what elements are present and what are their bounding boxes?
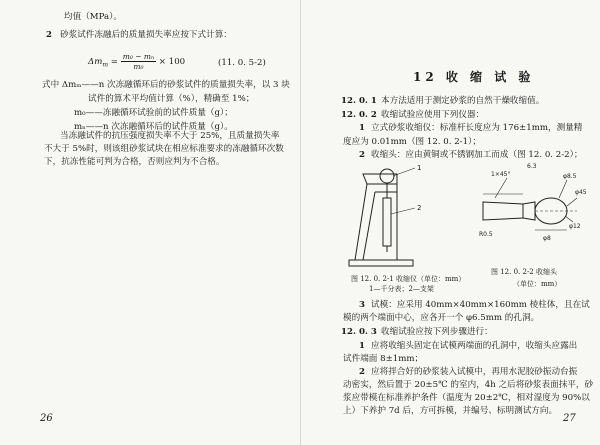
formula-lhs-sub: m xyxy=(102,61,109,69)
item-text: 应将拌合好的砂浆装入试模中，再用水泥胶砂振动台振 xyxy=(371,367,578,377)
clause-text: 收缩试验应使用下列仪器： xyxy=(381,110,485,120)
formula-lhs: Δm xyxy=(88,57,103,67)
clause-number: 12. 0. 2 xyxy=(341,110,377,120)
paragraph-line: 不大于 5%时，则该组砂浆试块在相应标准要求的冻融循环次数 xyxy=(44,144,284,154)
definition-line: m₀——冻融循环试验前的试件质量（g）； xyxy=(74,108,233,118)
item-text: 试模：应采用 40mm×40mm×160mm 棱柱体，且在试 xyxy=(371,300,590,310)
paragraph-line: 下，抗冻性能可判为合格，否则应判为不合格。 xyxy=(44,157,225,167)
formula xyxy=(88,52,185,71)
formula-label: (11. 0. 5-2) xyxy=(218,58,266,68)
formula-eq: = xyxy=(110,57,118,67)
text-line: 砂浆试件冻融后的质量损失率应按下式计算： xyxy=(60,30,232,40)
figure-caption: 图 12. 0. 2-1 收缩仪（单位：mm） xyxy=(351,275,466,283)
paragraph-line: 当冻融试件的抗压强度损失率不大于 25%，且质量损失率 xyxy=(60,131,280,141)
item-text: 立式砂浆收缩仪：标准杆长度应为 176±1mm，测量精 xyxy=(371,123,583,133)
figure-label: R0.5 xyxy=(479,231,493,238)
right-page xyxy=(300,0,600,445)
item-text: 模的两个端面中心，应各开一个 φ6.5mm 的孔洞。 xyxy=(343,313,540,323)
item-number: 2 xyxy=(46,30,52,40)
figure-label: φ8.5 xyxy=(563,173,577,180)
item-text: 度应为 0.01mm（图 12. 0. 2-1）； xyxy=(343,137,481,147)
formula-fraction xyxy=(121,52,156,71)
clause-number: 12. 0. 1 xyxy=(341,96,377,106)
formula-times: × 100 xyxy=(158,57,186,67)
definition-line: 式中 Δmₘ——n 次冻融循环后的砂浆试件的质量损失率，以 3 块 xyxy=(42,80,290,90)
clause-text: 收缩试验应按下列步骤进行： xyxy=(381,327,493,337)
clause-number: 12. 0. 3 xyxy=(341,327,377,337)
page-number: 26 xyxy=(40,413,53,424)
definition-line: mₙ——n 次冻融循环后的试件质量（g）。 xyxy=(74,122,233,132)
item-number: 2 xyxy=(359,150,365,160)
figure-label: 1 xyxy=(417,164,422,172)
formula-numerator: m₀ − mₙ xyxy=(122,52,155,61)
item-text: 动密实，然后置于 20±5℃ 的室内，4h 之后将砂浆表面抹平，砂 xyxy=(343,380,594,390)
page-number: 27 xyxy=(563,413,576,424)
item-number: 2 xyxy=(359,367,365,377)
item-text: 应将收缩头固定在试模两端面的孔洞中，收缩头应露出 xyxy=(371,341,578,351)
figure-subcaption: （单位：mm） xyxy=(513,280,562,288)
figure-subcaption: 1—千分表；2—支架 xyxy=(369,285,434,293)
item-number: 1 xyxy=(359,123,365,133)
item-number: 3 xyxy=(359,300,365,310)
figure-label: 2 xyxy=(417,204,422,212)
clause-text: 本方法适用于测定砂浆的自然干燥收缩值。 xyxy=(381,96,545,106)
shrinkage-apparatus-figure xyxy=(345,162,455,272)
figure-label: 6.3 xyxy=(527,163,537,170)
shrinkage-head-figure xyxy=(477,158,595,254)
figure-label: φ45 xyxy=(575,189,587,196)
text-line: 均值（MPa）。 xyxy=(64,12,122,22)
figure-label: φ12 xyxy=(569,223,581,230)
figure-caption: 图 12. 0. 2-2 收缩头 xyxy=(491,268,557,276)
item-text: 浆应带模在标准养护条件（温度为 20±2℃，相对湿度为 90%以 xyxy=(343,393,590,403)
figure-label: 1×45° xyxy=(491,171,511,178)
item-text: 收缩头：应由黄铜或不锈钢加工而成（图 12. 0. 2-2）； xyxy=(371,150,583,160)
section-title: 12 收 缩 试 验 xyxy=(413,70,535,84)
item-number: 1 xyxy=(359,341,365,351)
item-text: 试件端面 8±1mm； xyxy=(343,354,424,364)
formula-denominator: m₀ xyxy=(133,62,144,71)
figure-label: φ8 xyxy=(543,235,551,242)
definition-line: 试件的算术平均值计算（%），精确至 1%； xyxy=(88,94,255,104)
item-text: 上）下养护 7d 后，方可拆模，并编号、标明测试方向。 xyxy=(343,406,558,416)
